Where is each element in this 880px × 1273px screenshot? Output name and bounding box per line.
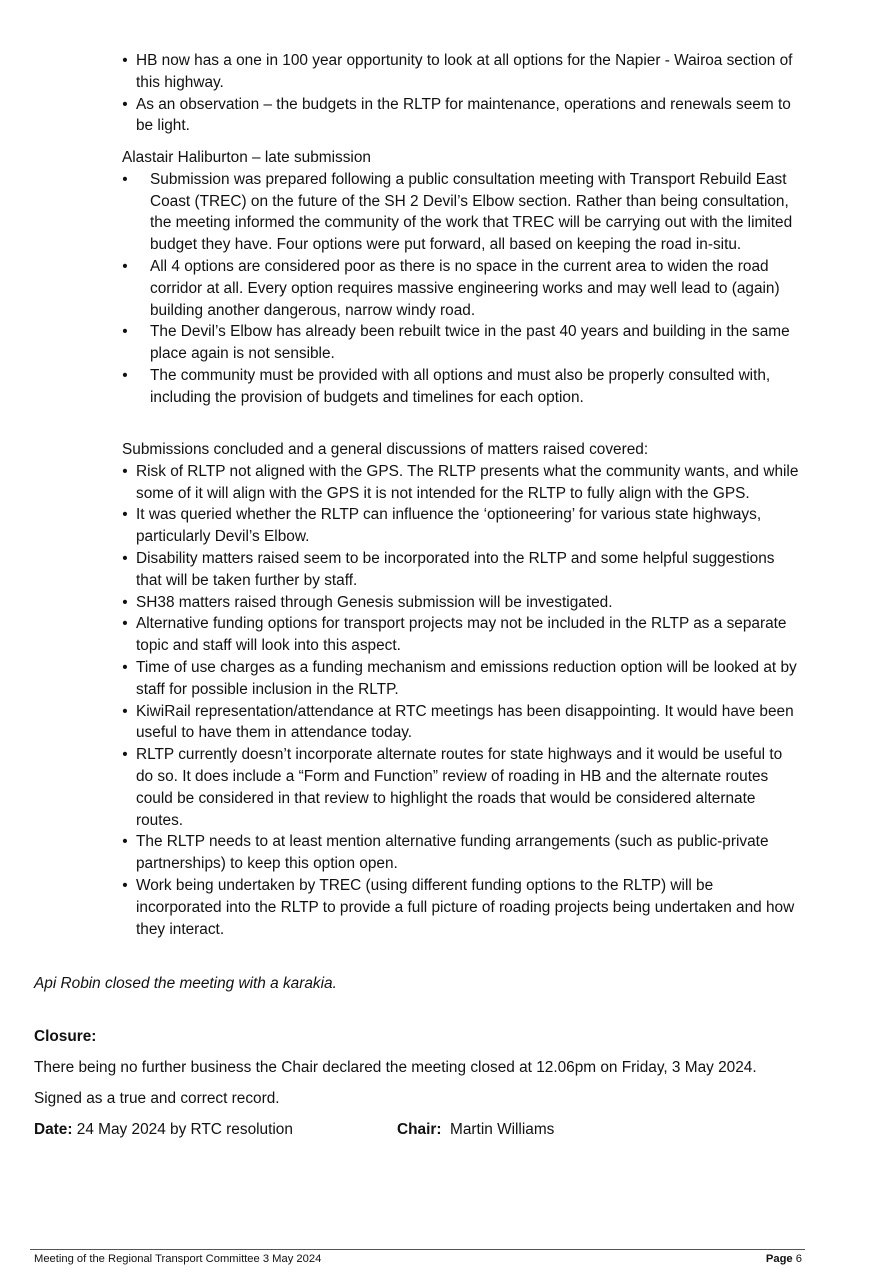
- bullet-icon: •: [122, 462, 128, 480]
- list-item: • RLTP currently doesn’t incorporate alternate routes for state highways and it would be useful to do so. It does include a “Form and Function” review of roading in HB and the alternate routes could be considered in that review to highlight the roads that would be considered alternate routes.: [0, 744, 880, 831]
- bullet-icon: •: [122, 366, 128, 384]
- list-item: • Work being undertaken by TREC (using different funding options to the RLTP) will be incorporated into the RLTP to provide a full picture of roading projects being undertaken and how they interact.: [0, 875, 880, 940]
- karakia-section: [0, 973, 880, 995]
- submission-section: [0, 147, 880, 409]
- list-item: • Alternative funding options for transport projects may not be included in the RLTP as a separate topic and staff will look into this aspect.: [0, 613, 880, 657]
- discussion-section: [0, 439, 880, 940]
- bullet-icon: •: [122, 549, 128, 567]
- bullet-icon: •: [122, 506, 128, 524]
- bullet-icon: •: [122, 615, 128, 633]
- list-item: • The RLTP needs to at least mention alternative funding arrangements (such as public-private partnerships) to keep this option open.: [0, 831, 880, 875]
- list-item: • As an observation – the budgets in the RLTP for maintenance, operations and renewals seem to be light.: [0, 94, 880, 138]
- bullet-icon: •: [122, 658, 128, 676]
- footer-divider: [30, 1249, 805, 1250]
- bullet-icon: •: [122, 52, 128, 69]
- list-item: • The Devil’s Elbow has already been rebuilt twice in the past 40 years and building in the same place again is not sensible.: [0, 321, 880, 365]
- signed-line: Signed as a true and correct record.: [34, 1090, 280, 1107]
- list-item: • All 4 options are considered poor as there is no space in the current area to widen the road corridor at all. Every option requires massive engineering works and may well lead to (again) building another dangerous, narrow windy road.: [0, 256, 880, 321]
- bullet-icon: •: [122, 876, 128, 894]
- discussion-heading: Submissions concluded and a general discussions of matters raised covered:: [122, 441, 649, 458]
- list-item: • Submission was prepared following a public consultation meeting with Transport Rebuild East Coast (TREC) on the future of the SH 2 Devil’s Elbow section. Rather than being consultation, the meeting informed the community of the work that TREC will be carrying out with the limited budget they have. Four options were put forward, all based on keeping the road in-situ.: [0, 169, 880, 256]
- footer-meeting-title: Meeting of the Regional Transport Committee 3 May 2024: [34, 1253, 322, 1265]
- bullet-icon: •: [122, 95, 128, 113]
- bullet-icon: •: [122, 257, 128, 275]
- date-label: Date:: [34, 1121, 73, 1138]
- chair-value: Martin Williams: [450, 1121, 555, 1138]
- page-footer: [34, 1252, 802, 1266]
- bullet-icon: •: [122, 746, 128, 764]
- closure-section: [0, 1026, 880, 1048]
- list-item: • It was queried whether the RLTP can influence the ‘optioneering’ for various state highways, particularly Devil’s Elbow.: [0, 504, 880, 548]
- chair-field: [397, 1119, 554, 1141]
- chair-label: Chair:: [397, 1121, 442, 1138]
- karakia-line: Api Robin closed the meeting with a karakia.: [34, 975, 337, 992]
- date-value: 24 May 2024 by RTC resolution: [76, 1121, 293, 1138]
- list-item: • Risk of RLTP not aligned with the GPS. The RLTP presents what the community wants, and while some of it will align with the GPS it is not intended for the RLTP to fully align with the GPS.: [0, 461, 880, 505]
- list-item: • Disability matters raised seem to be incorporated into the RLTP and some helpful suggestions that will be taken further by staff.: [0, 548, 880, 592]
- list-item: • KiwiRail representation/attendance at RTC meetings has been disappointing. It would have been useful to have them in attendance today.: [0, 701, 880, 745]
- closure-text-block: [0, 1057, 880, 1079]
- signature-row: [0, 1119, 880, 1141]
- list-item: • The community must be provided with all options and must also be properly consulted with, including the provision of budgets and timelines for each option.: [0, 365, 880, 409]
- list-item: • HB now has a one in 100 year opportunity to look at all options for the Napier - Wairoa section of this highway.: [0, 50, 880, 94]
- intro-bullet-list: [0, 50, 880, 137]
- bullet-icon: •: [122, 170, 128, 188]
- closure-text: There being no further business the Chair declared the meeting closed at 12.06pm on Friday, 3 May 2024.: [34, 1059, 757, 1076]
- page-number: Page 6: [765, 1253, 802, 1265]
- bullet-icon: •: [122, 593, 128, 611]
- bullet-icon: •: [122, 323, 128, 341]
- bullet-icon: •: [122, 833, 128, 851]
- list-item: • SH38 matters raised through Genesis submission will be investigated.: [0, 592, 880, 614]
- closure-heading: Closure:: [34, 1028, 97, 1045]
- submission-heading: Alastair Haliburton – late submission: [122, 149, 371, 166]
- list-item: • Time of use charges as a funding mechanism and emissions reduction option will be looked at by staff for possible inclusion in the RLTP.: [0, 657, 880, 701]
- bullet-icon: •: [122, 702, 128, 720]
- signed-block: [0, 1088, 880, 1110]
